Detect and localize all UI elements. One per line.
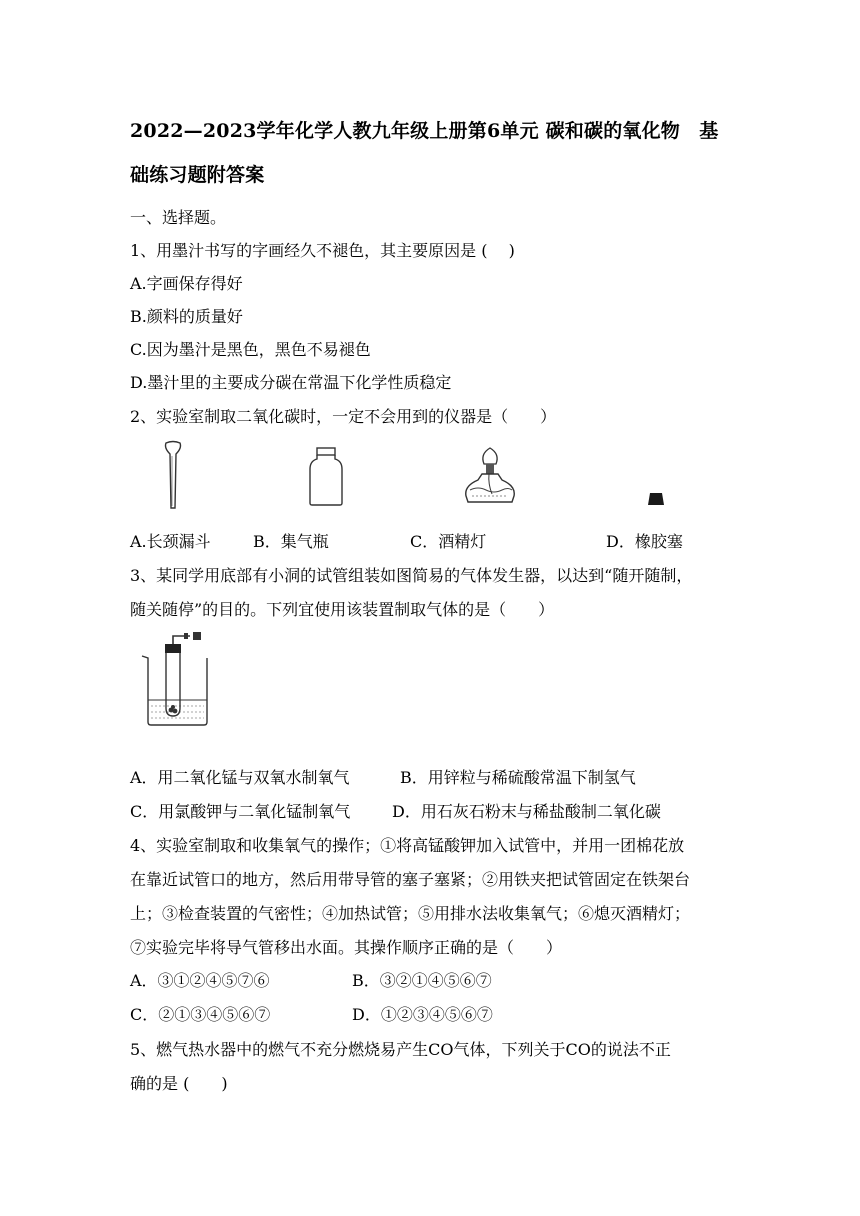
question-1-option-b: B.颜料的质量好: [130, 307, 243, 326]
question-4-option-a: A．③①②④⑤⑦⑥: [130, 971, 270, 990]
rubber-stopper-icon: [647, 492, 665, 506]
question-3-option-a: A．用二氧化锰与双氧水制氧气: [130, 768, 350, 787]
long-neck-funnel-icon: [158, 440, 188, 510]
question-1-stem: 1、用墨汁书写的字画经久不褪色，其主要原因是 ( ): [130, 241, 515, 260]
question-2-stem: 2、实验室制取二氧化碳时，一定不会用到的仪器是（ ）: [130, 407, 557, 426]
gas-collecting-bottle-icon: [307, 447, 345, 507]
question-4-option-c: C．②①③④⑤⑥⑦: [130, 1005, 271, 1024]
question-2-option-c: C．酒精灯: [410, 532, 487, 551]
gas-generator-apparatus-icon: [138, 630, 218, 728]
question-3-option-c: C．用氯酸钾与二氧化锰制氧气: [130, 802, 351, 821]
question-3-option-d: D．用石灰石粉末与稀盐酸制二氧化碳: [392, 802, 661, 821]
question-4-option-d: D．①②③④⑤⑥⑦: [352, 1005, 493, 1024]
question-4-stem-line4: ⑦实验完毕将导气管移出水面。其操作顺序正确的是（ ）: [130, 938, 563, 957]
question-1-option-c: C.因为墨汁是黑色，黑色不易褪色: [130, 340, 371, 359]
document-title-line2: 础练习题附答案: [130, 164, 265, 186]
question-3-stem-line1: 3、某同学用底部有小洞的试管组装如图简易的气体发生器，以达到“随开随制，: [130, 566, 693, 585]
question-4-stem-line1: 4、实验室制取和收集氧气的操作；①将高锰酸钾加入试管中，并用一团棉花放: [130, 836, 685, 855]
question-4-stem-line2: 在靠近试管口的地方，然后用带导管的塞子塞紧；②用铁夹把试管固定在铁架台: [130, 870, 691, 889]
question-5-stem-line2: 确的是 ( ): [130, 1074, 228, 1093]
question-4-option-b: B．③②①④⑤⑥⑦: [352, 971, 492, 990]
question-2-option-d: D．橡胶塞: [606, 532, 683, 551]
question-3-stem-line2: 随关随停”的目的。下列宜使用该装置制取气体的是（ ）: [130, 600, 555, 619]
question-2-option-b: B．集气瓶: [253, 532, 329, 551]
question-2-option-a: A.长颈漏斗: [130, 532, 211, 551]
question-3-option-b: B．用锌粒与稀硫酸常温下制氢气: [400, 768, 636, 787]
document-title-line1: 2022—2023学年化学人教九年级上册第6单元 碳和碳的氧化物 基: [130, 120, 719, 142]
question-5-stem-line1: 5、燃气热水器中的燃气不充分燃烧易产生CO气体，下列关于CO的说法不正: [130, 1040, 671, 1059]
section-heading: 一、选择题。: [130, 208, 227, 227]
question-4-stem-line3: 上；③检查装置的气密性；④加热试管；⑤用排水法收集氧气；⑥熄灭酒精灯；: [130, 904, 691, 923]
question-1-option-a: A.字画保存得好: [130, 274, 243, 293]
question-1-option-d: D.墨汁里的主要成分碳在常温下化学性质稳定: [130, 373, 452, 392]
alcohol-lamp-icon: [462, 444, 518, 506]
